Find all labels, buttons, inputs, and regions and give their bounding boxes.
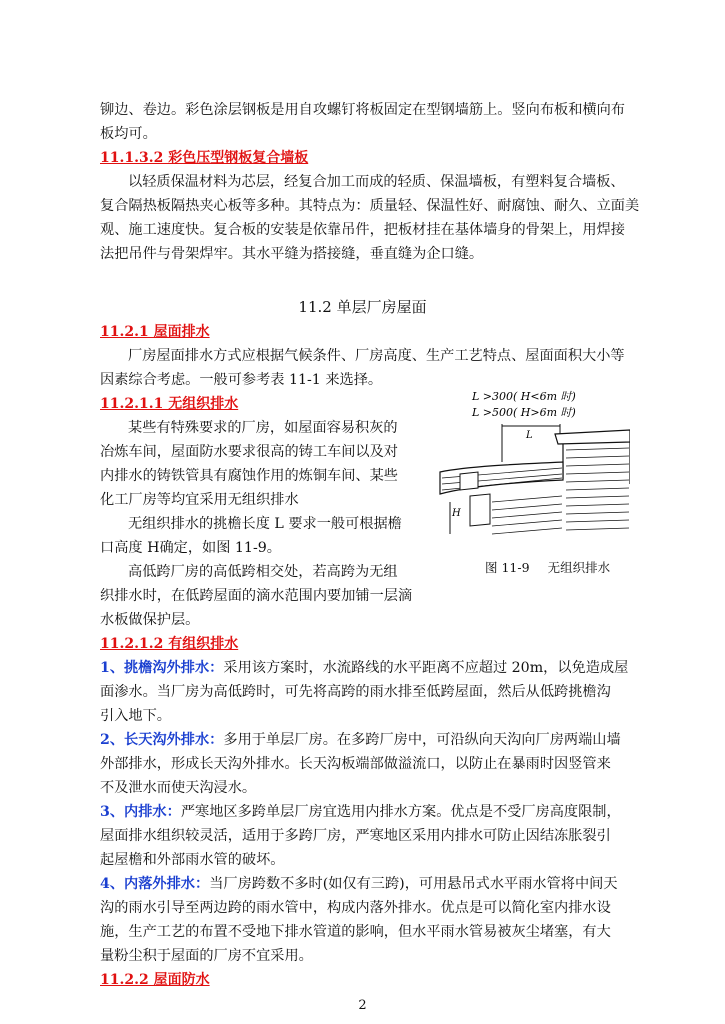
- text-line: 因素综合考虑。一般可参考表 11-1 来选择。: [100, 372, 383, 388]
- text-line: 口高度 H确定，如图 11-9。: [100, 540, 281, 556]
- text-line: 以轻质保温材料为芯层，经复合加工而成的轻质、保温墙板，有塑料复合墙板、: [128, 174, 625, 190]
- text-line: 板均可。: [100, 126, 157, 142]
- text-line: 观、施工速度快。复合板的安装是依靠吊件，把板材挂在基体墙身的骨架上，用焊接: [100, 222, 625, 238]
- text-line: 沟的雨水引导至两边跨的雨水管中，构成内落外排水。优点是可以简化室内排水设: [100, 900, 611, 916]
- text-line: 无组织排水的挑檐长度 L 要求一般可根据檐: [128, 516, 402, 532]
- heading-11-2-1-2: 11.2.1.2 有组织排水: [100, 636, 239, 652]
- item-lead: 4、内落外排水：: [100, 876, 210, 892]
- text-line: 起屋檐和外部雨水管的破坏。: [100, 852, 285, 868]
- text-line: 内排水的铸铁管具有腐蚀作用的炼铜车间、某些: [100, 468, 398, 484]
- item-lead: 3、内排水：: [100, 804, 181, 820]
- text-line: 高低跨厂房的高低跨相交处，若高跨为无组: [128, 564, 398, 580]
- figure-caption-number: 图 11-9: [485, 560, 530, 575]
- item-text: 严寒地区多跨单层厂房宜选用内排水方案。优点是不受厂房高度限制，: [180, 804, 621, 820]
- text-line: [100, 728, 640, 752]
- dim-l-label: L: [526, 430, 533, 441]
- figure-11-9-eave-diagram: [430, 384, 630, 544]
- text-line: 冶炼车间，屋面防水要求很高的铸工车间以及对: [100, 444, 398, 460]
- text-line: 面渗水。当厂房为高低跨时，可先将高跨的雨水排至低跨屋面，然后从低跨挑檐沟: [100, 684, 611, 700]
- heading-11-2-2: 11.2.2 屋面防水: [100, 972, 210, 988]
- section-title: 11.2 单层厂房屋面: [298, 298, 427, 316]
- text-line: 外部排水，形成长天沟外排水。长天沟板端部做溢流口，以防止在暴雨时因竖管来: [100, 756, 611, 772]
- item-text: 采用该方案时，水流路线的水平距离不应超过 20m，以免造成屋: [223, 660, 629, 676]
- text-line: 量粉尘积于屋面的厂房不宜采用。: [100, 948, 313, 964]
- figure-caption-text: 无组织排水: [547, 560, 611, 575]
- text-line: 某些有特殊要求的厂房，如屋面容易积灰的: [128, 420, 398, 436]
- text-line: 水板做保护层。: [100, 612, 200, 628]
- text-line: 厂房屋面排水方式应根据气候条件、厂房高度、生产工艺特点、屋面面积大小等: [128, 348, 625, 364]
- heading-11-2-1-1: 11.2.1.1 无组织排水: [100, 396, 239, 412]
- text-line: 复合隔热板隔热夹心板等多种。其特点为：质量轻、保温性好、耐腐蚀、耐久、立面美: [100, 198, 640, 214]
- figure-caption: [485, 558, 610, 576]
- text-line: 化工厂房等均宜采用无组织排水: [100, 492, 299, 508]
- text-line: 不及泄水而使天沟浸水。: [100, 780, 257, 796]
- text-line: 屋面排水组织较灵活，适用于多跨厂房，严寒地区采用内排水可防止因结冻胀裂引: [100, 828, 611, 844]
- text-line: [100, 800, 640, 824]
- heading-11-2-1: 11.2.1 屋面排水: [100, 324, 210, 340]
- text-line: [100, 656, 640, 680]
- text-line: 法把吊件与骨架焊牢。其水平缝为搭接缝，垂直缝为企口缝。: [100, 246, 484, 262]
- text-line: 铆边、卷边。彩色涂层钢板是用自攻螺钉将板固定在型钢墙筋上。竖向布板和横向布: [100, 102, 625, 118]
- heading-11-1-3-2: 11.1.3.2 彩色压型钢板复合墙板: [100, 150, 309, 166]
- dim-h-label: H: [452, 508, 461, 519]
- item-lead: 2、长天沟外排水：: [100, 732, 224, 748]
- text-line: [100, 872, 640, 896]
- text-line: 织排水时，在低跨屋面的滴水范围内要加铺一层滴: [100, 588, 413, 604]
- item-text: 多用于单层厂房。在多跨厂房中，可沿纵向天沟向厂房两端山墙: [223, 732, 621, 748]
- text-line: 施，生产工艺的布置不受地下排水管道的影响，但水平雨水管易被灰尘堵塞，有大: [100, 924, 611, 940]
- figure-label-1: L >300( H<6m 时): [472, 390, 576, 403]
- figure-label-2: L >500( H>6m 时): [472, 406, 576, 419]
- item-text: 当厂房跨数不多时(如仅有三跨)，可用悬吊式水平雨水管将中间天: [209, 876, 618, 892]
- item-lead: 1、挑檐沟外排水：: [100, 660, 224, 676]
- page-number: 2: [358, 998, 367, 1013]
- text-line: 引入地下。: [100, 708, 171, 724]
